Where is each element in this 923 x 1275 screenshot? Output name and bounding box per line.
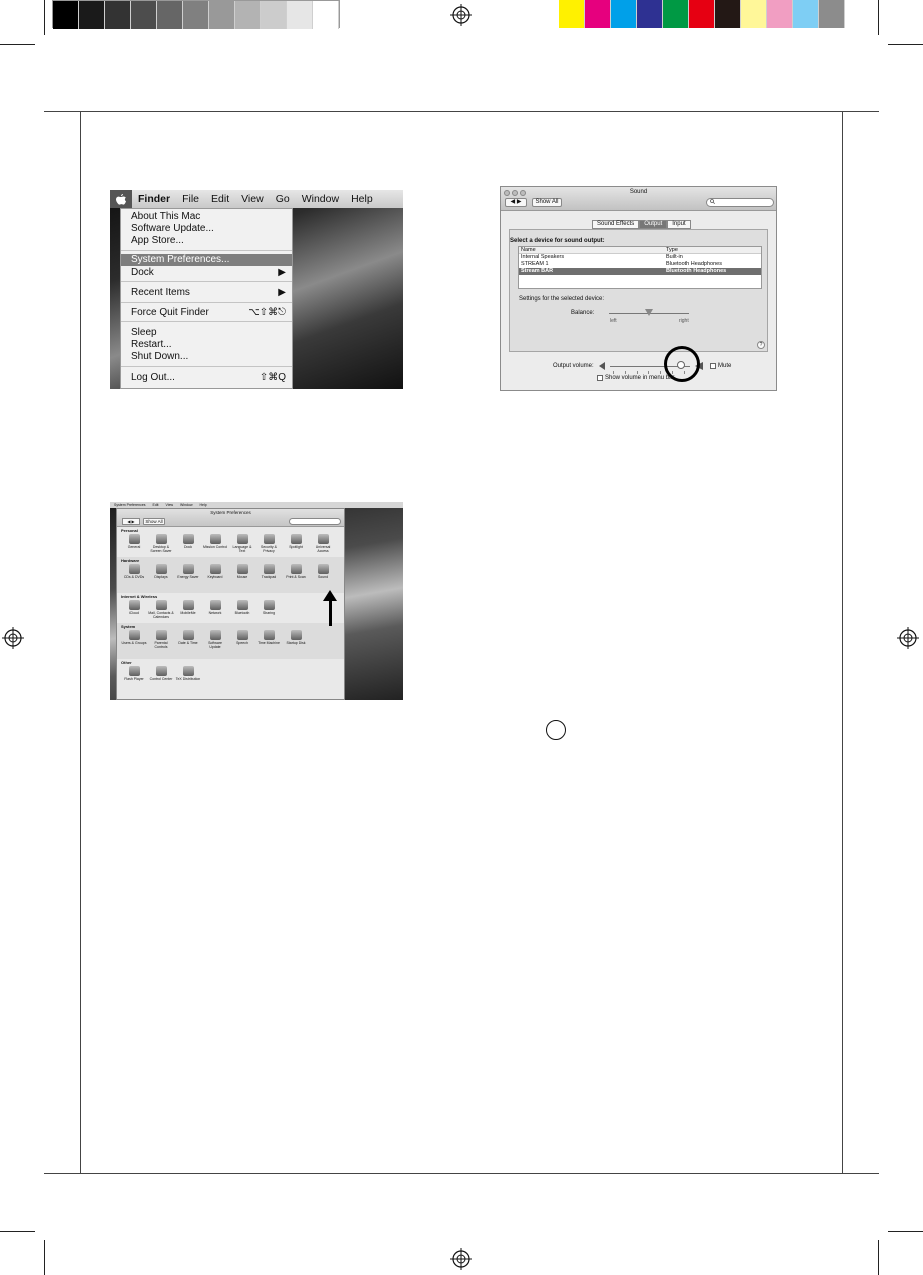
pref-pane-time-machine[interactable]: Time Machine [256, 630, 282, 645]
pref-pane-icon [318, 564, 329, 574]
pref-pane-print-scan[interactable]: Print & Scan [283, 564, 309, 579]
table-header [519, 247, 761, 254]
pref-pane-dock[interactable]: Dock [175, 534, 201, 549]
table-row[interactable]: STREAM 1 Bluetooth Headphones [521, 261, 722, 267]
tab-output[interactable]: Output [639, 220, 667, 229]
pref-pane-general[interactable]: General [121, 534, 147, 549]
pref-pane-desktop-screen-saver[interactable]: Desktop & Screen Saver [148, 534, 174, 553]
menu-separator [121, 302, 292, 303]
pref-pane-network[interactable]: Network [202, 600, 228, 615]
menu-edit[interactable]: Edit [152, 503, 159, 507]
pref-pane-mobileme[interactable]: MobileMe [175, 600, 201, 615]
registration-mark-icon [2, 627, 24, 649]
pref-pane-icon [183, 666, 194, 676]
menu-item-shut-down[interactable]: Shut Down... [131, 351, 189, 362]
menu-finder[interactable]: Finder [138, 193, 171, 205]
section-personal [117, 527, 344, 557]
apple-logo-icon [116, 194, 126, 205]
calibration-swatch [313, 1, 339, 29]
sound-tabs [592, 220, 691, 229]
help-button[interactable]: ? [757, 341, 765, 349]
calibration-swatch [105, 1, 131, 29]
pref-pane-keyboard[interactable]: Keyboard [202, 564, 228, 579]
pref-pane-icon [129, 666, 140, 676]
crop-mark [44, 0, 45, 35]
pref-pane-language-text[interactable]: Language & Text [229, 534, 255, 553]
pref-pane-icon [183, 630, 194, 640]
right-margin-rule [842, 111, 843, 1174]
crop-mark [878, 0, 879, 35]
pref-pane-icon [129, 630, 140, 640]
calibration-swatch [261, 1, 287, 29]
shortcut-label: ⌥⇧⌘⎋ [248, 307, 286, 318]
menu-item-software-update[interactable]: Software Update... [131, 223, 214, 234]
menu-help[interactable]: Help [351, 193, 373, 205]
section-title: Hardware [121, 558, 140, 563]
registration-mark-icon [897, 627, 919, 649]
table-row-selected[interactable]: Stream BAR Bluetooth Headphones [519, 268, 761, 275]
column-header-type[interactable]: Type [666, 247, 678, 253]
section-other [117, 659, 344, 689]
section-title: System [121, 624, 136, 629]
menu-item-log-out[interactable]: Log Out... ⇧⌘Q [131, 372, 286, 383]
calibration-swatch [637, 0, 663, 28]
pref-pane-icon [183, 600, 194, 610]
show-volume-checkbox[interactable] [597, 375, 603, 381]
crop-mark [888, 1231, 923, 1232]
section-system [117, 623, 344, 659]
calibration-swatch [819, 0, 845, 28]
pref-pane-icon [183, 534, 194, 544]
menu-item-dock[interactable]: Dock ▶ [131, 267, 286, 278]
menu-item-system-preferences[interactable]: System Preferences... [121, 254, 292, 266]
sound-preferences-screenshot [500, 186, 777, 391]
submenu-arrow-icon: ▶ [278, 287, 286, 298]
volume-highlight-circle [664, 346, 700, 382]
pref-pane-icon [237, 600, 248, 610]
section-internet-wireless [117, 593, 344, 623]
section-hardware [117, 557, 344, 593]
pref-pane-energy-saver[interactable]: Energy Saver [175, 564, 201, 579]
section-title: Personal [121, 528, 138, 533]
output-device-table [518, 246, 762, 289]
submenu-arrow-icon: ▶ [278, 267, 286, 278]
left-margin-rule [80, 111, 81, 1174]
menu-window[interactable]: Window [180, 503, 193, 507]
show-volume-label: Show volume in menu bar [605, 375, 675, 381]
calibration-swatch [53, 1, 79, 29]
search-field[interactable] [706, 198, 774, 207]
calibration-swatch [715, 0, 741, 28]
calibration-swatch [689, 0, 715, 28]
search-field[interactable] [289, 518, 341, 525]
crop-mark [888, 44, 923, 45]
calibration-swatch [157, 1, 183, 29]
crop-mark [0, 1231, 35, 1232]
apple-menu-screenshot [110, 190, 403, 389]
calibration-swatch [559, 0, 585, 28]
table-row[interactable]: Internal Speakers Built-in [521, 254, 683, 260]
pref-pane-icon [291, 630, 302, 640]
step-marker-circle [546, 720, 566, 740]
window-titlebar [117, 509, 344, 527]
menu-window[interactable]: Window [301, 193, 340, 205]
pref-pane-icon [237, 534, 248, 544]
color-calibration-bar [559, 0, 845, 28]
back-forward-buttons[interactable]: ◀ ▶ [122, 518, 140, 525]
pref-pane-startup-disk[interactable]: Startup Disk [283, 630, 309, 645]
pref-pane-control-center[interactable]: Control Center [148, 666, 174, 681]
pref-pane-bluetooth[interactable]: Bluetooth [229, 600, 255, 615]
menu-go[interactable]: Go [275, 193, 290, 205]
window-title: Sound [629, 189, 648, 195]
speaker-low-icon [599, 362, 605, 370]
pref-pane-speech[interactable]: Speech [229, 630, 255, 645]
grayscale-calibration-bar [52, 0, 340, 28]
pref-pane-icon [156, 600, 167, 610]
pref-pane-mission-control[interactable]: Mission Control [202, 534, 228, 549]
crop-mark [878, 1240, 879, 1275]
pref-pane-icon [129, 600, 140, 610]
pref-pane-mail-contacts-calendars[interactable]: Mail, Contacts & Calendars [148, 600, 174, 619]
pref-pane-icon [264, 564, 275, 574]
show-all-button[interactable]: Show All [143, 518, 165, 525]
apple-menu-button[interactable] [110, 190, 132, 208]
pref-pane-icon [183, 564, 194, 574]
menu-separator [121, 321, 292, 322]
menu-item-force-quit[interactable]: Force Quit Finder ⌥⇧⌘⎋ [131, 307, 286, 318]
menu-item-sleep[interactable]: Sleep [131, 327, 157, 338]
pref-pane-icon [156, 666, 167, 676]
pref-pane-icon [210, 534, 221, 544]
pref-pane-icon [291, 534, 302, 544]
menu-item-app-store[interactable]: App Store... [131, 235, 184, 246]
pref-pane-icon [210, 600, 221, 610]
output-volume-label: Output volume: [553, 363, 594, 369]
menu-file[interactable]: File [182, 193, 200, 205]
calibration-swatch [235, 1, 261, 29]
calibration-swatch [741, 0, 767, 28]
pref-pane-universal-access[interactable]: Universal Access [310, 534, 336, 553]
section-title: Other [121, 660, 132, 665]
system-preferences-screenshot [110, 502, 403, 700]
pref-pane-icon [264, 534, 275, 544]
crop-mark [44, 1240, 45, 1275]
pref-pane-date-time[interactable]: Date & Time [175, 630, 201, 645]
pref-pane-flash-player[interactable]: Flash Player [121, 666, 147, 681]
pref-pane-icon [210, 564, 221, 574]
pref-pane-icon [156, 534, 167, 544]
mute-label: Mute [718, 363, 732, 369]
menu-help[interactable]: Help [199, 503, 207, 507]
calibration-swatch [79, 1, 105, 29]
pref-pane-icon [237, 564, 248, 574]
pref-pane-icon [318, 534, 329, 544]
calibration-swatch [585, 0, 611, 28]
apple-dropdown-menu [120, 208, 293, 389]
tab-input[interactable]: Input [667, 220, 690, 229]
menu-separator [121, 281, 292, 282]
menu-separator [121, 366, 292, 367]
pref-pane-icon [264, 600, 275, 610]
pref-pane-cds-dvds[interactable]: CDs & DVDs [121, 564, 147, 579]
crop-mark [0, 44, 35, 45]
system-preferences-window [116, 508, 345, 700]
calibration-swatch [793, 0, 819, 28]
menu-edit[interactable]: Edit [211, 193, 230, 205]
section-title: Internet & Wireless [121, 594, 158, 599]
pref-pane-displays[interactable]: Displays [148, 564, 174, 579]
pref-pane-icon [210, 630, 221, 640]
pref-pane-security-privacy[interactable]: Security & Privacy [256, 534, 282, 553]
select-device-heading: Select a device for sound output: [510, 238, 605, 244]
mute-checkbox[interactable] [710, 363, 716, 369]
pref-pane-icon [156, 564, 167, 574]
settings-label: Settings for the selected device: [519, 296, 605, 302]
menu-separator [121, 250, 292, 251]
column-header-name[interactable]: Name [521, 247, 536, 253]
pref-pane-icon [237, 630, 248, 640]
balance-slider-thumb[interactable] [645, 309, 653, 316]
tab-sound-effects[interactable]: Sound Effects [592, 220, 639, 229]
calibration-swatch [663, 0, 689, 28]
pref-pane-users-groups[interactable]: Users & Groups [121, 630, 147, 645]
menu-item-recent-items[interactable]: Recent Items ▶ [131, 287, 286, 298]
pref-pane-icon [291, 564, 302, 574]
calibration-swatch [611, 0, 637, 28]
page-bottom-rule [44, 1173, 879, 1174]
pref-pane-spotlight[interactable]: Spotlight [283, 534, 309, 549]
menu-item-about[interactable]: About This Mac [131, 211, 201, 222]
back-forward-buttons[interactable]: ◀ ▶ [505, 198, 527, 207]
registration-mark-icon [450, 1248, 472, 1270]
calibration-swatch [183, 1, 209, 29]
show-all-button[interactable]: Show All [532, 198, 562, 207]
balance-left-label: left [610, 318, 617, 324]
pref-pane-trackpad[interactable]: Trackpad [256, 564, 282, 579]
calibration-swatch [287, 1, 313, 29]
balance-right-label: right [679, 318, 689, 324]
window-title: System Preferences [210, 510, 251, 515]
registration-mark-icon [450, 4, 472, 26]
pref-pane-software-update[interactable]: Software Update [202, 630, 228, 649]
search-icon [710, 199, 715, 204]
pref-pane-mouse[interactable]: Mouse [229, 564, 255, 579]
menu-bar [110, 190, 403, 208]
pref-pane-tex-distribution[interactable]: TeX Distribution [175, 666, 201, 681]
pref-pane-sharing[interactable]: Sharing [256, 600, 282, 615]
window-titlebar [501, 187, 776, 211]
shortcut-label: ⇧⌘Q [259, 372, 286, 383]
pref-pane-icloud[interactable]: iCloud [121, 600, 147, 615]
pref-pane-parental-controls[interactable]: Parental Controls [148, 630, 174, 649]
page-top-rule [44, 111, 879, 112]
pref-pane-sound[interactable]: Sound [310, 564, 336, 579]
pref-pane-icon [264, 630, 275, 640]
menu-system-preferences[interactable]: System Preferences [114, 503, 146, 507]
pref-pane-icon [129, 564, 140, 574]
calibration-swatch [767, 0, 793, 28]
pointer-arrow-shaft [329, 598, 332, 626]
pref-pane-icon [129, 534, 140, 544]
menu-view[interactable]: View [165, 503, 174, 507]
menu-view[interactable]: View [241, 193, 264, 205]
balance-label: Balance: [571, 310, 595, 316]
calibration-swatch [131, 1, 157, 29]
menu-item-restart[interactable]: Restart... [131, 339, 172, 350]
pref-pane-icon [156, 630, 167, 640]
calibration-swatch [209, 1, 235, 29]
